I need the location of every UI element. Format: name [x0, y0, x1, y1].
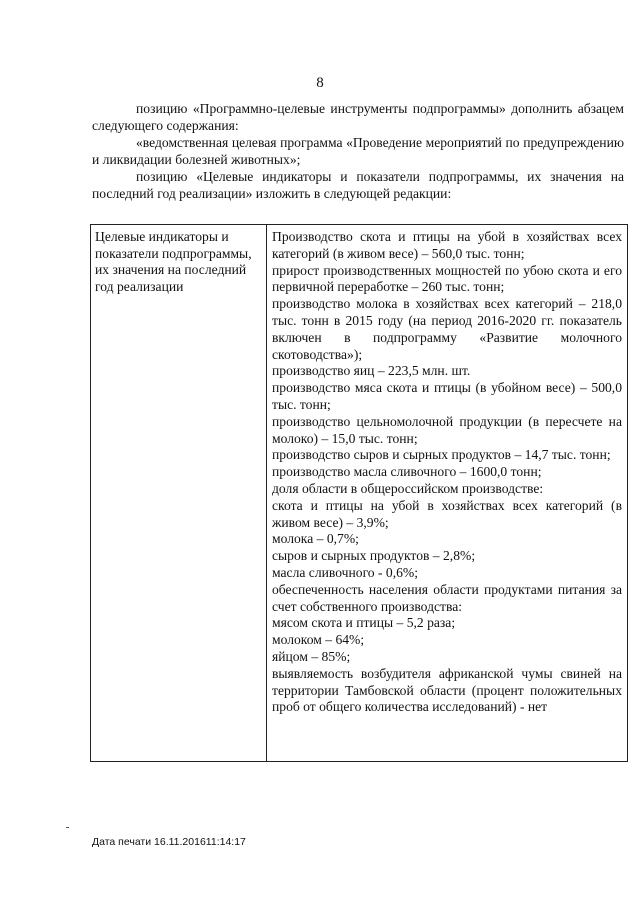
- indicator-entry: Производство скота и птицы на убой в хозяйствах всех категорий (в живом весе) – 560,0 тыс. тонн;: [272, 229, 622, 261]
- indicators-table: [90, 224, 628, 762]
- indicator-entry: производство сыров и сырных продуктов – 14,7 тыс. тонн;: [272, 447, 611, 463]
- scan-mark: [66, 827, 69, 828]
- indicator-entry: производство цельномолочной продукции (в пересчете на молоко) – 15,0 тыс. тонн;: [272, 413, 622, 446]
- indicator-entry: обеспеченность населения области продуктами питания за счет собственного производства:: [272, 581, 622, 614]
- intro-paragraph: позицию «Целевые индикаторы и показатели подпрограммы, их значения на последний год реализации» изложить в следующей редакции:: [92, 169, 624, 201]
- indicator-entry: молока – 0,7%;: [272, 531, 359, 547]
- intro-paragraph: «ведомственная целевая программа «Проведение мероприятий по предупреждению и ликвидации болезней животных»;: [92, 135, 624, 167]
- indicator-entry: мясом скота и птицы – 5,2 раза;: [272, 615, 456, 631]
- indicator-entry: производство масла сливочного – 1600,0 тонн;: [272, 464, 542, 480]
- table-right-cell: [267, 225, 627, 761]
- indicator-entry: сыров и сырных продуктов – 2,8%;: [272, 548, 476, 564]
- page-number: 8: [316, 75, 324, 91]
- table-left-cell: Целевые индикаторы и показатели подпрограммы, их значения на последний год реализации: [91, 225, 267, 761]
- indicator-entry: масла сливочного - 0,6%;: [272, 564, 419, 580]
- indicator-entry: выявляемость возбудителя африканской чумы свиней на территории Тамбовской области (процент положительных проб от общего количества исследований) - нет: [272, 665, 622, 715]
- intro-paragraph: позицию «Программно-целевые инструменты подпрограммы» дополнить абзацем следующего содержания:: [92, 101, 624, 133]
- indicator-entry: доля области в общероссийском производстве:: [272, 480, 544, 496]
- indicator-entry: прирост производственных мощностей по убою скота и его первичной переработке – 260 тыс. тонн;: [272, 262, 622, 295]
- indicator-entry: молоком – 64%;: [272, 632, 365, 648]
- indicator-entry: скота и птицы на убой в хозяйствах всех категорий (в живом весе) – 3,9%;: [272, 497, 622, 530]
- intro-text: [92, 100, 624, 202]
- print-date: Дата печати 16.11.201611:14:17: [92, 836, 246, 848]
- indicator-entry: яйцом – 85%;: [272, 648, 351, 664]
- indicator-entry: производство яиц – 223,5 млн. шт.: [272, 363, 471, 379]
- indicator-entry: производство молока в хозяйствах всех категорий – 218,0 тыс. тонн в 2015 году (на период 2016-2020 гг. показатель включен в подпрограмму «Развитие молочного скотоводства»);: [272, 296, 622, 362]
- indicator-entry: производство мяса скота и птицы (в убойном весе) – 500,0 тыс. тонн;: [272, 380, 622, 412]
